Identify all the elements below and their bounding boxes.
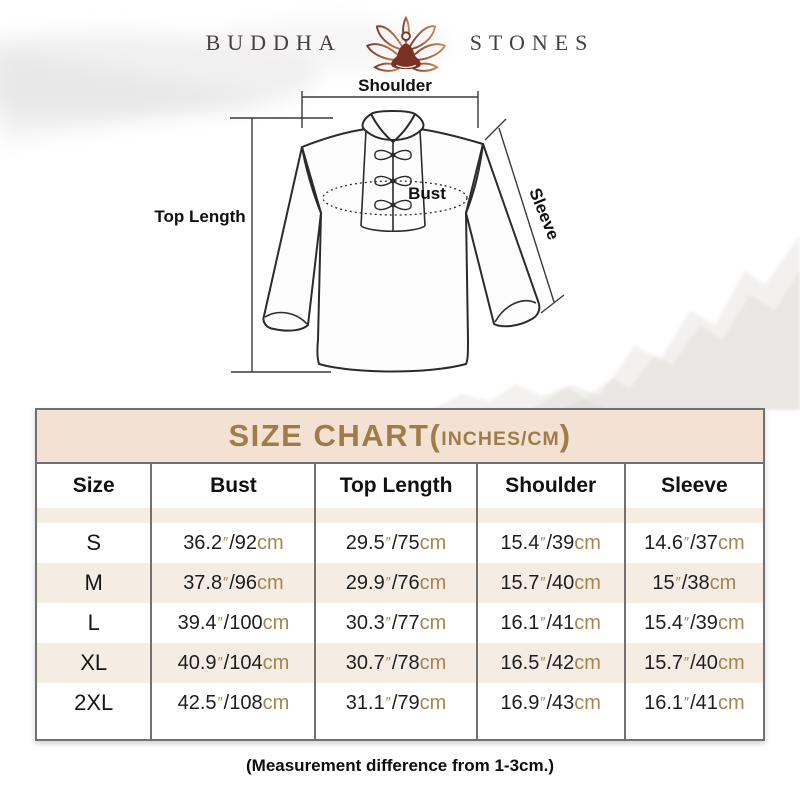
- shoulder-label: Shoulder: [358, 76, 432, 95]
- column-header-top_length: Top Length: [316, 464, 477, 508]
- header-spacer-cell: [316, 508, 477, 523]
- header-spacer-cell: [152, 508, 316, 523]
- sleeve-label: Sleeve: [525, 185, 564, 243]
- top-length-label: Top Length: [154, 207, 246, 226]
- size-chart-title: [37, 410, 763, 464]
- column-header-size: Size: [37, 464, 152, 508]
- measurement-S-bust: 36.2 ″ /92 cm: [152, 523, 316, 563]
- lotus-buddha-icon: [360, 11, 452, 75]
- bottom-spacer-cell: [37, 723, 152, 739]
- measurement-S-top_length: 29.5 ″ /75 cm: [316, 523, 477, 563]
- measurement-M-sleeve: 15 ″ /38 cm: [626, 563, 763, 603]
- measurement-L-bust: 39.4 ″ /100 cm: [152, 603, 316, 643]
- title-main: SIZE CHART(: [228, 418, 442, 453]
- column-header-shoulder: Shoulder: [478, 464, 626, 508]
- brand-name-left: BUDDHA: [205, 30, 342, 55]
- header-spacer-cell: [478, 508, 626, 523]
- measurement-2XL-sleeve: 16.1 ″ /41 cm: [644, 691, 745, 714]
- column-header-bust: Bust: [152, 464, 316, 508]
- shirt-drawing: [263, 111, 539, 372]
- bust-label: Bust: [408, 184, 446, 203]
- column-header-sleeve: Sleeve: [661, 474, 728, 497]
- size-chart-table: [35, 408, 765, 741]
- size-label-M: M: [37, 563, 152, 603]
- title-units: INCHES/CM: [441, 427, 560, 450]
- measurement-2XL-shoulder: 16.9 ″ /43 cm: [478, 683, 626, 723]
- bottom-spacer-cell: [478, 723, 626, 739]
- title-close: ): [559, 418, 572, 453]
- header-spacer-cell: [37, 508, 152, 523]
- size-chart-grid: [37, 464, 763, 739]
- size-label-S: S: [37, 523, 152, 563]
- measurement-S-shoulder: 15.4 ″ /39 cm: [478, 523, 626, 563]
- measurement-L-top_length: 30.3 ″ /77 cm: [316, 603, 477, 643]
- measurement-2XL-bust: 42.5 ″ /108 cm: [152, 683, 316, 723]
- measurement-M-bust: 37.8 ″ /96 cm: [152, 563, 316, 603]
- brand-logo: [0, 8, 800, 78]
- measurement-2XL-top_length: 31.1 ″ /79 cm: [316, 683, 477, 723]
- measurement-M-top_length: 29.9 ″ /76 cm: [316, 563, 477, 603]
- size-label-2XL: 2XL: [37, 683, 152, 723]
- measurement-note: (Measurement difference from 1-3cm.): [246, 756, 554, 775]
- size-label-XL: XL: [37, 643, 152, 683]
- measurement-XL-sleeve: 15.7 ″ /40 cm: [626, 643, 763, 683]
- measurement-L-sleeve: 15.4 ″ /39 cm: [644, 611, 745, 634]
- measurement-XL-bust: 40.9 ″ /104 cm: [152, 643, 316, 683]
- measurement-L-shoulder: 16.1 ″ /41 cm: [478, 603, 626, 643]
- measurement-XL-top_length: 30.7 ″ /78 cm: [316, 643, 477, 683]
- bottom-spacer-cell: [316, 723, 477, 739]
- measurement-M-shoulder: 15.7 ″ /40 cm: [478, 563, 626, 603]
- size-label-L: L: [37, 603, 152, 643]
- brand-name-right: STONES: [469, 30, 595, 55]
- bottom-spacer-cell: [626, 723, 763, 739]
- measurement-XL-shoulder: 16.5 ″ /42 cm: [478, 643, 626, 683]
- header-spacer-cell: [626, 508, 763, 523]
- measurement-S-sleeve: 14.6 ″ /37 cm: [644, 531, 745, 554]
- bottom-spacer-cell: [152, 723, 316, 739]
